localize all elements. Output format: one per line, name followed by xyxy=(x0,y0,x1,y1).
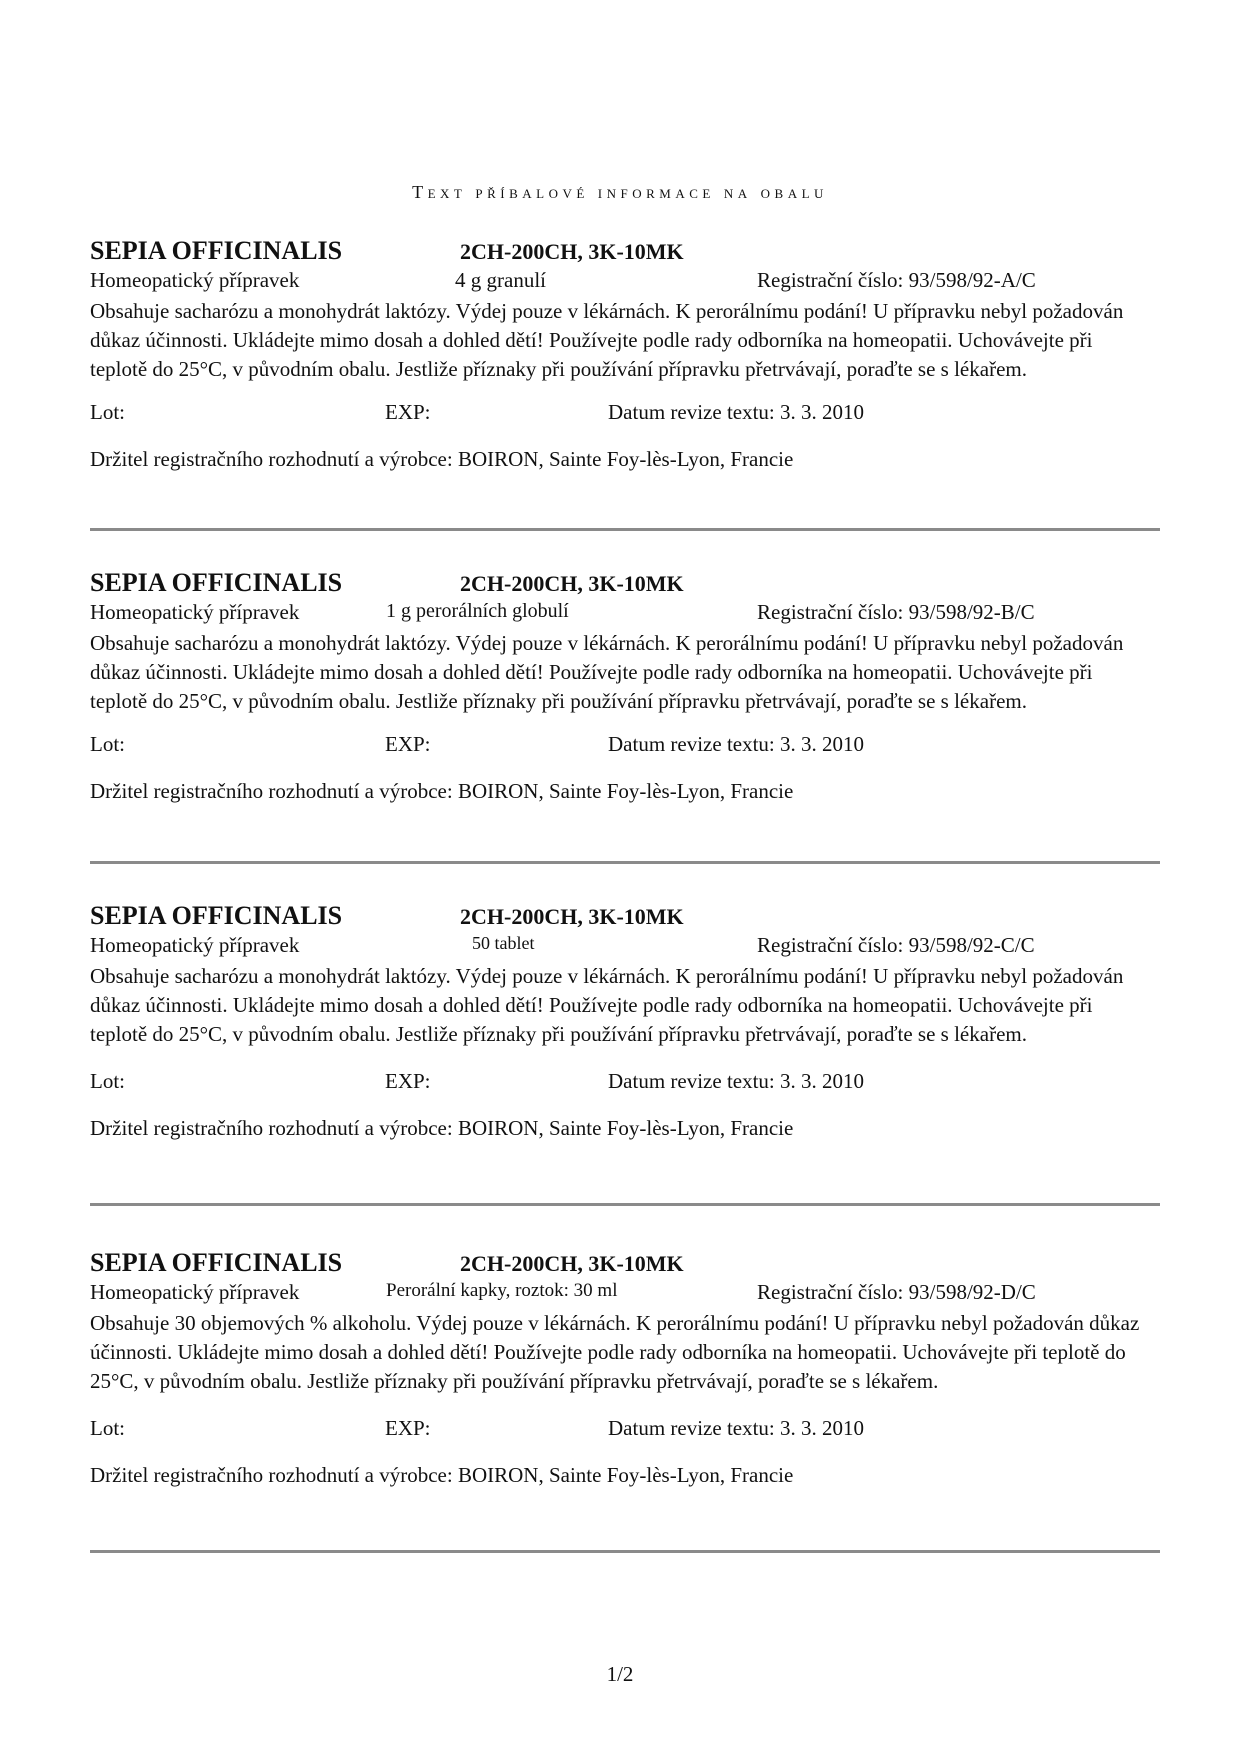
page-number: 1/2 xyxy=(606,1662,634,1686)
page-title: Text příbalové informace na obalu xyxy=(412,182,828,202)
product-description: Obsahuje sacharózu a monohydrát laktózy. Výdej pouze v lékárnách. K perorálnímu podání! U přípravku nebyl požadován důkaz účinnosti. Ukládejte mimo dosah a dohled dětí! Používejte podle rady odborníka na homeopatii. Uchovávejte při teplotě do 25°C, v původním obalu. Jestliže příznaky při používání přípravku přetrvávají, poraďte se s lékařem. xyxy=(90,631,1124,713)
lot-label: Lot: xyxy=(90,400,125,424)
holder-text: Držitel registračního rozhodnutí a výrobce: BOIRON, Sainte Foy-lès-Lyon, Francie xyxy=(90,1463,794,1487)
exp-label: EXP: xyxy=(385,1069,431,1093)
section-divider xyxy=(90,1550,1160,1553)
exp-label: EXP: xyxy=(385,400,431,424)
lot-label: Lot: xyxy=(90,732,125,756)
product-form: 50 tablet xyxy=(472,933,535,953)
registration-number: Registrační číslo: 93/598/92-C/C xyxy=(757,933,1035,957)
registration-number: Registrační číslo: 93/598/92-D/C xyxy=(757,1280,1036,1304)
product-section-granules xyxy=(90,236,1160,472)
product-name: SEPIA OFFICINALIS xyxy=(90,568,343,597)
product-name: SEPIA OFFICINALIS xyxy=(90,236,343,265)
product-potency: 2CH-200CH, 3K-10MK xyxy=(460,239,684,264)
holder-text: Držitel registračního rozhodnutí a výrobce: BOIRON, Sainte Foy-lès-Lyon, Francie xyxy=(90,1116,794,1140)
revision-date: Datum revize textu: 3. 3. 2010 xyxy=(608,1069,865,1093)
product-potency: 2CH-200CH, 3K-10MK xyxy=(460,571,684,596)
section-divider xyxy=(90,1203,1160,1206)
product-type: Homeopatický přípravek xyxy=(90,1280,300,1304)
section-divider xyxy=(90,861,1160,864)
product-description: Obsahuje sacharózu a monohydrát laktózy. Výdej pouze v lékárnách. K perorálnímu podání! U přípravku nebyl požadován důkaz účinnosti. Ukládejte mimo dosah a dohled dětí! Používejte podle rady odborníka na homeopatii. Uchovávejte při teplotě do 25°C, v původním obalu. Jestliže příznaky při používání přípravku přetrvávají, poraďte se s lékařem. xyxy=(90,299,1124,381)
product-section-globules xyxy=(90,568,1160,804)
revision-date: Datum revize textu: 3. 3. 2010 xyxy=(608,732,865,756)
registration-number: Registrační číslo: 93/598/92-A/C xyxy=(757,268,1036,292)
product-name: SEPIA OFFICINALIS xyxy=(90,901,343,930)
product-type: Homeopatický přípravek xyxy=(90,600,300,624)
product-type: Homeopatický přípravek xyxy=(90,933,300,957)
product-type: Homeopatický přípravek xyxy=(90,268,300,292)
product-section-tablets xyxy=(90,901,1160,1141)
product-form: 4 g granulí xyxy=(455,268,546,292)
product-description: Obsahuje 30 objemových % alkoholu. Výdej pouze v lékárnách. K perorálnímu podání! U přípravku nebyl požadován důkaz účinnosti. Ukládejte mimo dosah a dohled dětí! Používejte podle rady odborníka na homeopatii. Uchovávejte při teplotě do 25°C, v původním obalu. Jestliže příznaky při používání přípravku přetrvávají, poraďte se s lékařem. xyxy=(90,1311,1140,1393)
product-description: Obsahuje sacharózu a monohydrát laktózy. Výdej pouze v lékárnách. K perorálnímu podání! U přípravku nebyl požadován důkaz účinnosti. Ukládejte mimo dosah a dohled dětí! Používejte podle rady odborníka na homeopatii. Uchovávejte při teplotě do 25°C, v původním obalu. Jestliže příznaky při používání přípravku přetrvávají, poraďte se s lékařem. xyxy=(90,964,1124,1046)
revision-date: Datum revize textu: 3. 3. 2010 xyxy=(608,1416,865,1440)
revision-date: Datum revize textu: 3. 3. 2010 xyxy=(608,400,865,424)
product-form: Perorální kapky, roztok: 30 ml xyxy=(386,1280,618,1301)
product-section-drops xyxy=(90,1248,1160,1488)
section-divider xyxy=(90,528,1160,531)
product-potency: 2CH-200CH, 3K-10MK xyxy=(460,904,684,929)
holder-text: Držitel registračního rozhodnutí a výrobce: BOIRON, Sainte Foy-lès-Lyon, Francie xyxy=(90,447,794,471)
exp-label: EXP: xyxy=(385,732,431,756)
holder-text: Držitel registračního rozhodnutí a výrobce: BOIRON, Sainte Foy-lès-Lyon, Francie xyxy=(90,779,794,803)
product-potency: 2CH-200CH, 3K-10MK xyxy=(460,1251,684,1276)
exp-label: EXP: xyxy=(385,1416,431,1440)
product-name: SEPIA OFFICINALIS xyxy=(90,1248,343,1277)
lot-label: Lot: xyxy=(90,1069,125,1093)
lot-label: Lot: xyxy=(90,1416,125,1440)
registration-number: Registrační číslo: 93/598/92-B/C xyxy=(757,600,1035,624)
product-form: 1 g perorálních globulí xyxy=(386,600,569,622)
